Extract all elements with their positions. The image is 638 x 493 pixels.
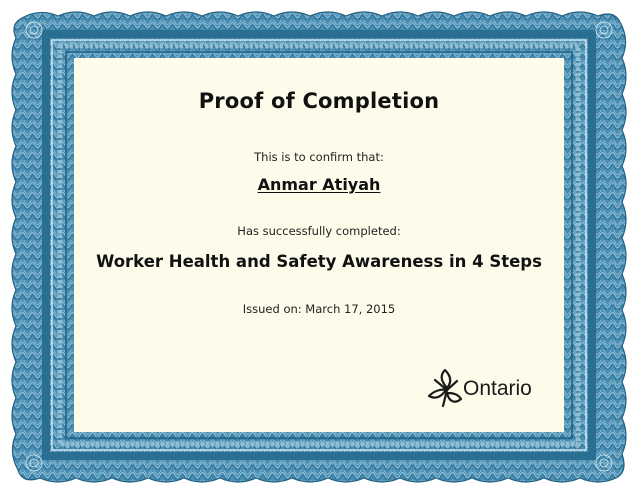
ontario-logo: [425, 366, 549, 412]
trillium-icon: [425, 366, 465, 412]
issued-date: Issued on: March 17, 2015: [242, 302, 396, 316]
confirm-text: This is to confirm that:: [254, 150, 384, 164]
certificate-title: Proof of Completion: [198, 89, 440, 113]
course-name: Worker Health and Safety Awareness in 4 Steps: [96, 252, 542, 271]
completed-text: Has successfully completed:: [237, 224, 401, 238]
recipient-name: Anmar Atiyah: [257, 175, 381, 194]
ontario-wordmark: Ontario: [463, 377, 532, 400]
